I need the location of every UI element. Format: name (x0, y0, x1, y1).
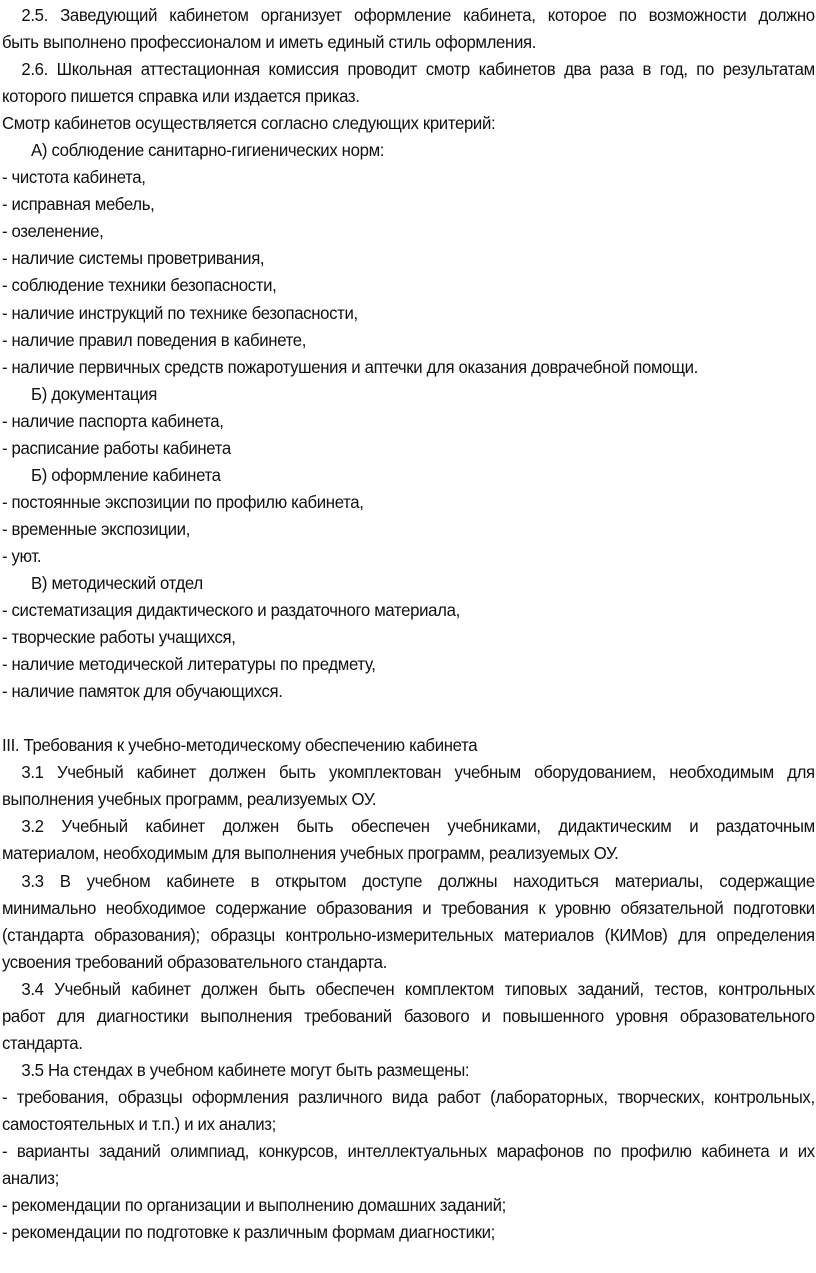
text-line: работ для диагностики выполнения требований базового и повышенного уровня образовательного (1, 1005, 815, 1026)
text-line: 2.5. Заведующий кабинетом организует оформление кабинета, которое по возможности должно (21, 5, 815, 25)
text-line: 3.5 На стендах в учебном кабинете могут быть размещены: (21, 1059, 470, 1080)
text-line: - исправная мебель, (1, 194, 155, 215)
blank-line (2, 705, 815, 732)
text-line: - наличие правил поведения в кабинете, (1, 329, 307, 350)
text-line: усвоения требований образовательного стандарта. (1, 951, 387, 972)
text-line: - варианты заданий олимпиад, конкурсов, интеллектуальных марафонов по профилю кабинета и их (1, 1140, 815, 1161)
text-line: - наличие методической литературы по предмету, (1, 654, 376, 675)
text-line: минимально необходимое содержание образования и требования к уровню обязательной подготовки (1, 897, 815, 918)
text-line: Б) документация (31, 383, 157, 404)
text-line: 3.2 Учебный кабинет должен быть обеспечен учебниками, дидактическим и раздаточным (21, 816, 815, 837)
text-line: материалом, необходимым для выполнения учебных программ, реализуемых ОУ. (1, 843, 619, 864)
text-line: быть выполнено профессионалом и иметь единый стиль оформления. (1, 32, 537, 53)
text-line: - наличие системы проветривания, (1, 248, 265, 269)
text-line: - наличие инструкций по технике безопасности, (1, 302, 358, 323)
text-line: - рекомендации по подготовке к различным формам диагностики; (1, 1222, 496, 1243)
text-line: стандарта. (1, 1032, 83, 1053)
text-line: - рекомендации по организации и выполнению домашних заданий; (1, 1195, 506, 1216)
text-line: 3.4 Учебный кабинет должен быть обеспечен комплектом типовых заданий, тестов, контрольных (21, 978, 815, 999)
text-line: - соблюдение техники безопасности, (1, 275, 277, 296)
text-line: - расписание работы кабинета (1, 437, 231, 458)
text-line: - уют. (1, 545, 42, 566)
text-line: А) соблюдение санитарно-гигиенических норм: (31, 140, 385, 161)
text-line: 3.1 Учебный кабинет должен быть укомплектован учебным оборудованием, необходимым для (21, 762, 815, 783)
document-body (2, 2, 815, 1246)
text-line: - наличие памяток для обучающихся. (1, 681, 283, 702)
text-line: (стандарта образования); образцы контрольно-измерительных материалов (КИМов) для определения (1, 924, 815, 945)
text-line: - наличие паспорта кабинета, (1, 410, 224, 431)
text-line: 2.6. Школьная аттестационная комиссия проводит смотр кабинетов два раза в год, по результатам (21, 59, 815, 80)
text-line: Б) оформление кабинета (31, 464, 221, 485)
text-line: - требования, образцы оформления различного вида работ (лабораторных, творческих, контрольных, (1, 1086, 815, 1107)
text-line: Смотр кабинетов осуществляется согласно следующих критерий: (1, 113, 496, 134)
text-line: которого пишется справка или издается приказ. (1, 86, 360, 107)
text-line: самостоятельных и т.п.) и их анализ; (1, 1113, 276, 1134)
text-line: 3.3 В учебном кабинете в открытом доступе должны находиться материалы, содержащие (21, 870, 815, 891)
text-line: В) методический отдел (31, 572, 203, 593)
text-line: - систематизация дидактического и раздаточного материала, (1, 600, 460, 621)
text-line: III. Требования к учебно-методическому обеспечению кабинета (1, 735, 478, 756)
text-line: - чистота кабинета, (1, 167, 146, 188)
text-line: - временные экспозиции, (1, 518, 191, 539)
text-line: - наличие первичных средств пожаротушения и аптечки для оказания доврачебной помощи. (1, 356, 698, 377)
text-line: анализ; (1, 1168, 59, 1189)
text-line: - постоянные экспозиции по профилю кабинета, (1, 491, 364, 512)
text-line: - творческие работы учащихся, (1, 627, 236, 648)
text-line: - озеленение, (1, 221, 104, 242)
text-line: выполнения учебных программ, реализуемых ОУ. (1, 789, 377, 810)
